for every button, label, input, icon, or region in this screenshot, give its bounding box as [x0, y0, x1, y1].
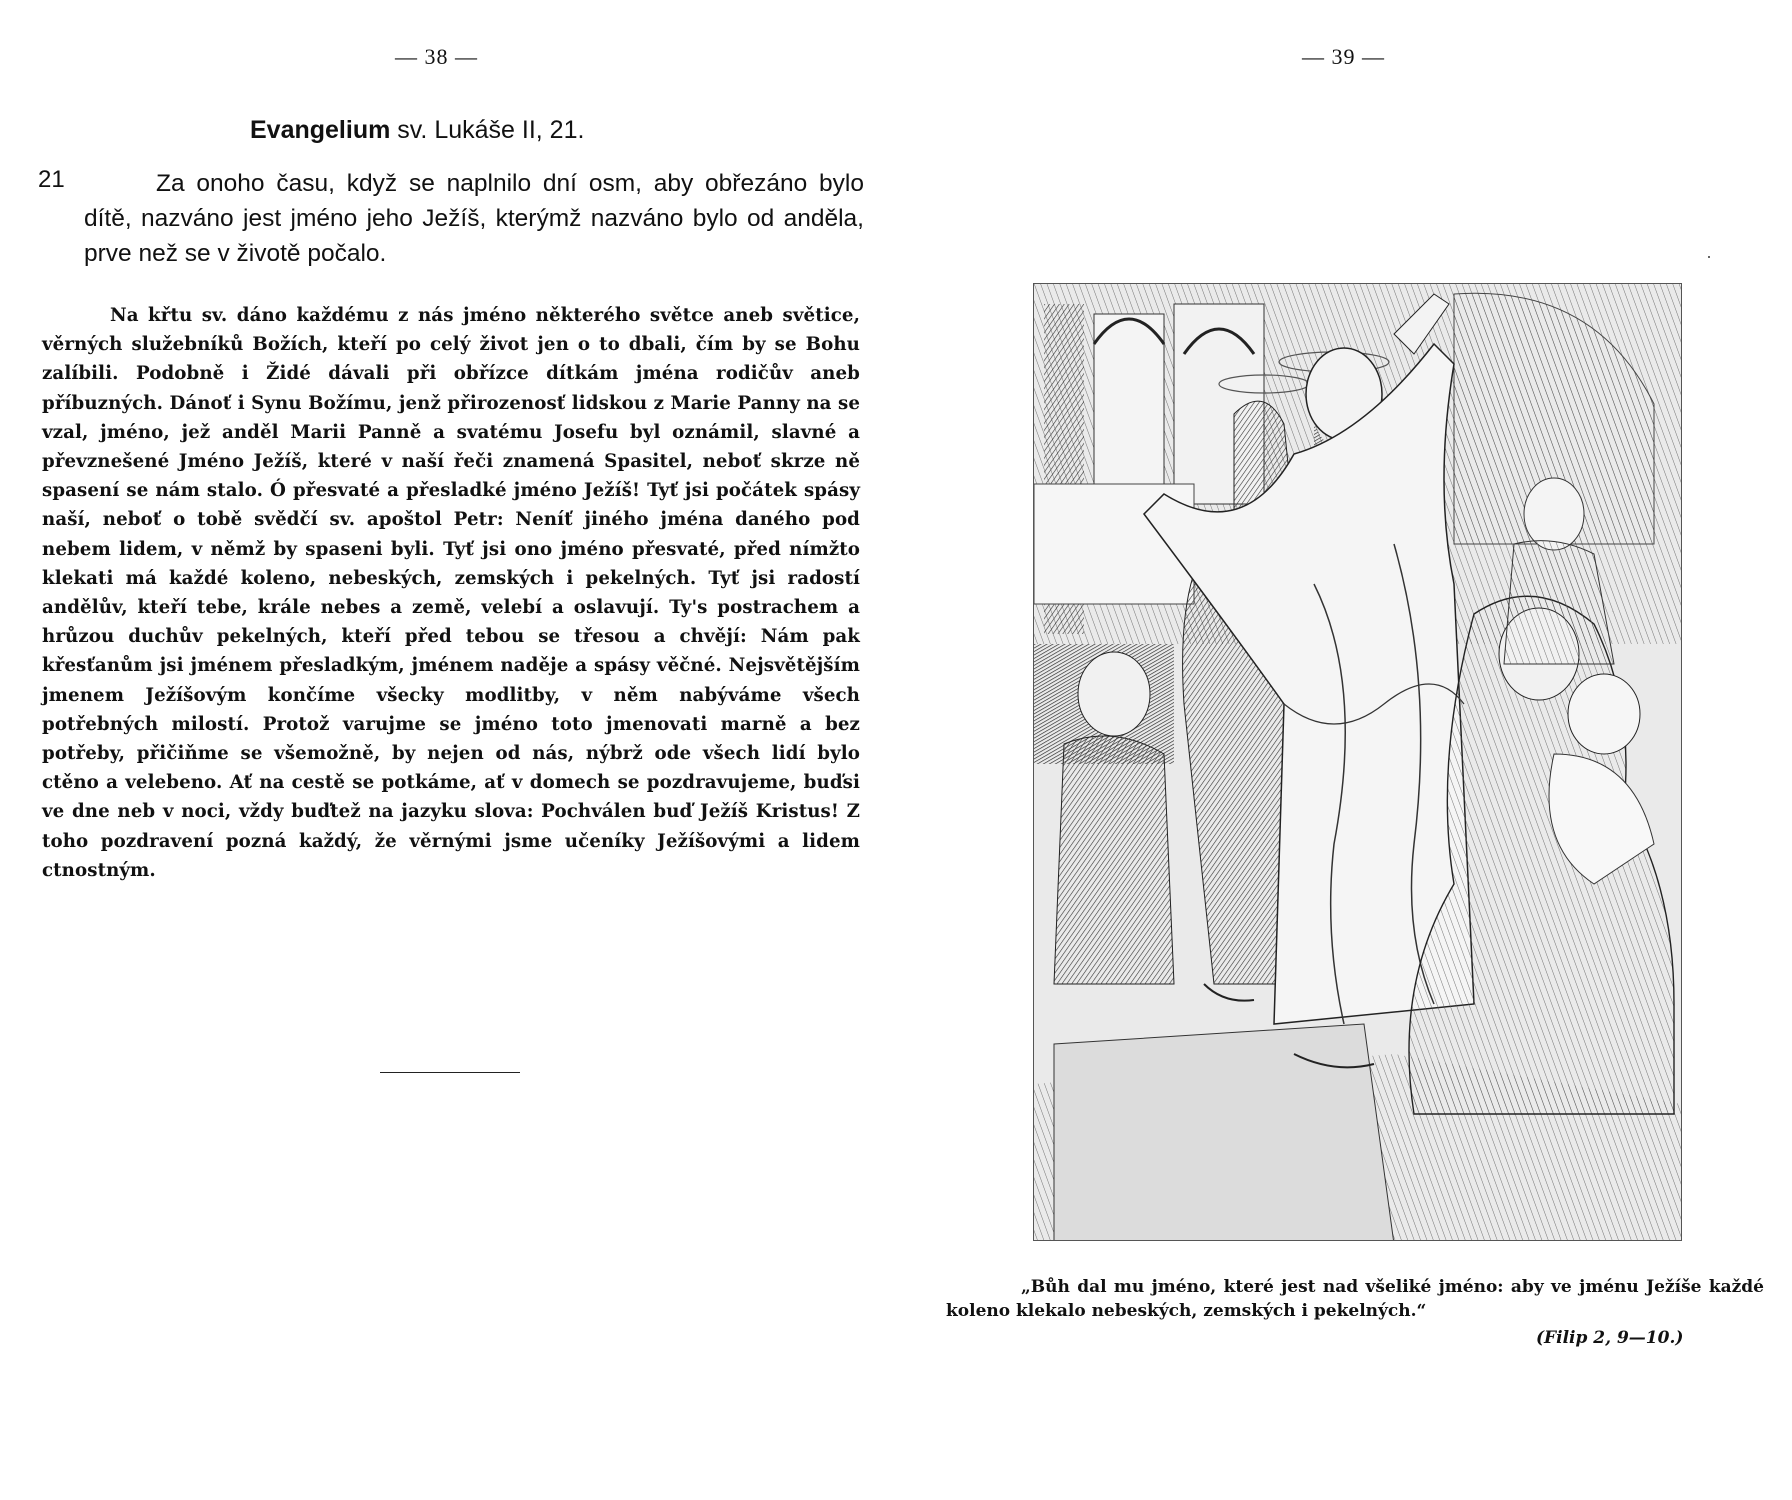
verse-number: 21	[38, 166, 65, 193]
gospel-text: Za onoho času, když se naplnilo dní osm, aby obřezáno bylo dítě, nazváno jest jméno jeho Ježíš, kterýmž nazváno bylo od anděla, prve než se v životě počalo.	[84, 170, 864, 267]
illustration-caption: „Bůh dal mu jméno, které jest nad všeliké jméno: aby ve jménu Ježíše každé koleno klekalo nebeských, zemských i pekelných.“	[946, 1277, 1764, 1321]
page-number-right: — 39 —	[1302, 44, 1385, 69]
right-page	[896, 0, 1792, 1500]
section-divider	[380, 1072, 520, 1073]
engraving-illustration	[1033, 283, 1682, 1241]
commentary-text: Na křtu sv. dáno každému z nás jméno některého světce aneb světice, věrných služebníků Božích, kteří po celý život jen o to dbali, čím by se Bohu zalíbili. Podobně i Židé dávali při obřízce dítkám jména rodičův aneb příbuzných. Dánoť i Synu Božímu, jenž přirozenosť lidskou z Marie Panny na se vzal, jméno, jež anděl Marii Panně a svatému Josefu byl oznámil, slavné a převznešené Jméno Ježíš, které v naší řeči znamená Spasitel, neboť skrze ně spasení se nám stalo. Ó přesvaté a přesladké jméno Ježíš! Tyť jsi počátek spásy naší, neboť o tobě svědčí sv. apoštol Petr: Neníť jiného jména daného pod nebem lidem, v němž by spaseni byli. Tyť jsi ono jméno přesvaté, před nímžto klekati má každé koleno, nebeských, zemských i pekelných. Tyť jsi radostí andělův, kteří tebe, krále nebes a země, velebí a oslavují. Ty's postrachem a hrůzou duchův pekelných, kteří před tebou se třesou a chvějí: Nám pak křesťanům jsi jménem přesladkým, jménem naděje a spásy věčné. Nejsvětějším jmenem Ježíšovým končíme všecky modlitby, v něm nabýváme všech potřebných milostí. Protož varujme se jméno toto jmenovati marně a bez potřeby, přičiňme se všemožně, by nejen od nás, nýbrž ode všech lidí bylo ctěno a velebeno. Ať na cestě se potkáme, ať v domech se pozdravujeme, buďsi ve dne neb v noci, vždy buďtež na jazyku slova: Pochválen buď Ježíš Kristus! Z toho pozdravení pozná každý, že věrnými jsme učeníky Ježíšovými a lidem ctnostným.	[42, 305, 860, 881]
gospel-heading	[250, 116, 584, 145]
page-number-left: — 38 —	[395, 44, 478, 69]
gospel-heading-rest: sv. Lukáše II, 21.	[397, 116, 585, 144]
scripture-reference: (Filip 2, 9—10.)	[1536, 1328, 1684, 1348]
margin-speck	[1708, 256, 1710, 258]
engraving-drawing	[1034, 284, 1681, 1240]
gospel-heading-bold: Evangelium	[250, 116, 391, 144]
